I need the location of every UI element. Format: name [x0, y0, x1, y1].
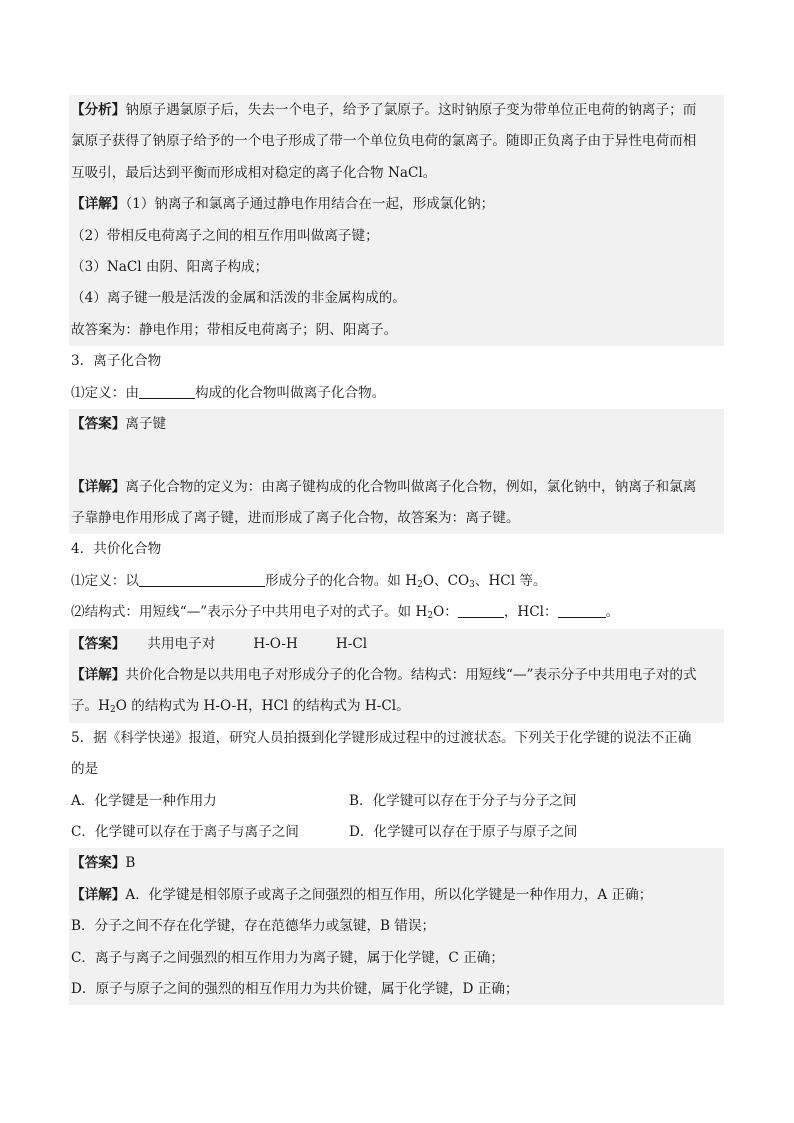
- q4-detail-2b: O 的结构式为 H-O-H，HCl 的结构式为 H-Cl。: [115, 698, 410, 715]
- q3-detail-tag: 【详解】: [71, 478, 126, 495]
- q3-answer-tag: 【答案】: [71, 415, 126, 432]
- q5-choice-a: A．化学键是一种作用力: [71, 792, 217, 809]
- q4-def2-end: 。: [605, 604, 620, 621]
- detail1-line-1: [69, 189, 724, 220]
- q3-detail-line-2: 子靠静电作用形成了离子键，进而形成了离子化合物，故答案为：离子键。: [69, 503, 724, 534]
- q5-answer: [69, 848, 724, 879]
- detail1-tag: 【详解】: [71, 196, 126, 213]
- q4-title: 4．共价化合物: [71, 541, 162, 558]
- analysis-line-2: 氯原子获得了钠原子给予的一个电子形成了带一个单位负电荷的氯离子。随即正负离子由于异性电荷而相: [69, 126, 724, 157]
- q4-def1-after: 形成分子的化合物。如 H: [264, 572, 418, 589]
- q5-detail-line-3: C．离子与离子之间强烈的相互作用力为离子键，属于化学键，C 正确；: [69, 943, 724, 974]
- detail1-text-1: （1）钠离子和氯离子通过静电作用结合在一起，形成氯化钠；: [125, 196, 495, 213]
- q4-answer-3: H-Cl: [335, 635, 368, 652]
- q3-def-after: 构成的化合物叫做离子化合物。: [194, 384, 386, 401]
- q5-detail-line-2: B．分子之间不存在化学键，存在范德华力或氢键，B 错误；: [69, 911, 724, 942]
- q4-answer-2: H-O-H: [253, 635, 298, 652]
- q5-stem-line-1: 5．据《科学快递》报道，研究人员拍摄到化学键形成过程中的过渡状态。下列关于化学键的说法不正确: [71, 729, 692, 746]
- q5-detail-line-1: [69, 880, 724, 911]
- q3-detail-line-1: [69, 472, 724, 503]
- q4-def2-before: ⑵结构式：用短线“—”表示分子中共用电子对的式子。如 H: [71, 604, 428, 621]
- q4-blank-1: [139, 572, 265, 587]
- q5-choices-row-1: [69, 786, 724, 817]
- q4-detail-line-1: [69, 660, 724, 691]
- q5-detail-text-1: A．化学键是相邻原子或离子之间强烈的相互作用，所以化学键是一种作用力，A 正确；: [125, 886, 653, 903]
- q3-title: 3．离子化合物: [71, 353, 162, 370]
- q4-blank-2: [458, 603, 504, 618]
- q4-answer-tag: 【答案】: [71, 635, 126, 652]
- q4-detail-text-1: 共价化合物是以共用电子对形成分子的化合物。结构式：用短线“—”表示分子中共用电子对的式: [125, 667, 697, 684]
- q4-def1-co-sub: 3: [469, 579, 475, 590]
- detail1-line-3: （3）NaCl 由阴、阳离子构成；: [69, 252, 724, 283]
- q5-answer-text: B: [125, 855, 136, 872]
- analysis-text-1: 钠原子遇氯原子后，失去一个电子，给予了氯原子。这时钠原子变为带单位正电荷的钠离子；而: [125, 102, 697, 118]
- q4-def2-sep: ，HCl：: [503, 604, 558, 621]
- q4-detail-tag: 【详解】: [71, 667, 126, 684]
- q3-answer-spacer: [69, 440, 724, 471]
- q5-stem-line-2: 的是: [71, 761, 99, 778]
- q4-detail-2a: 子。H: [71, 698, 111, 715]
- analysis-line-3: 互吸引，最后达到平衡而形成相对稳定的离子化合物 NaCl。: [69, 158, 724, 189]
- q4-answer-1: 共用电子对: [147, 635, 216, 652]
- q4-def1-mid: O、CO: [422, 572, 470, 589]
- q4-answer: [69, 629, 724, 660]
- document-page: [69, 95, 724, 1005]
- q3-blank: [139, 384, 195, 399]
- q4-blank-3: [558, 603, 606, 618]
- q5-choice-c: C．化学键可以存在于离子与离子之间: [71, 823, 299, 840]
- q3-definition: [69, 378, 724, 409]
- q5-detail-line-4: D．原子与原子之间的强烈的相互作用力为共价键，属于化学键，D 正确；: [69, 974, 724, 1005]
- q5-choice-b: B．化学键可以存在于分子与分子之间: [349, 792, 577, 809]
- q4-def1-before: ⑴定义：以: [71, 572, 139, 589]
- q4-def2-mid: O：: [433, 604, 458, 621]
- q4-detail-line-2: [69, 691, 724, 722]
- q3-def-before: ⑴定义：由: [71, 384, 139, 401]
- q4-def1-h2o-sub: 2: [417, 579, 423, 590]
- q4-detail-2-sub: 2: [110, 705, 116, 716]
- q4-definition-2: [69, 597, 724, 628]
- q5-choice-d: D．化学键可以存在于原子与原子之间: [349, 823, 578, 840]
- q5-answer-tag: 【答案】: [71, 855, 126, 872]
- q4-def1-end: 、HCl 等。: [474, 572, 547, 589]
- detail1-line-4: （4）离子键一般是活泼的金属和活泼的非金属构成的。: [69, 283, 724, 314]
- q3-answer: [69, 409, 724, 440]
- q3-answer-text: 离子键: [125, 415, 167, 432]
- analysis-line-1: [69, 95, 724, 126]
- detail1-line-2: （2）带相反电荷离子之间的相互作用叫做离子键；: [69, 221, 724, 252]
- analysis-tag: 【分析】: [71, 102, 126, 118]
- detail1-line-5: 故答案为：静电作用；带相反电荷离子；阴、阳离子。: [69, 315, 724, 346]
- q3-detail-text-1: 离子化合物的定义为：由离子键构成的化合物叫做离子化合物，例如，氯化钠中，钠离子和氯离: [125, 478, 697, 495]
- q5-detail-tag: 【详解】: [71, 886, 126, 903]
- q4-definition-1: [69, 566, 724, 597]
- q4-def2-h2o-sub: 2: [427, 611, 434, 622]
- q5-choices-row-2: [69, 817, 724, 848]
